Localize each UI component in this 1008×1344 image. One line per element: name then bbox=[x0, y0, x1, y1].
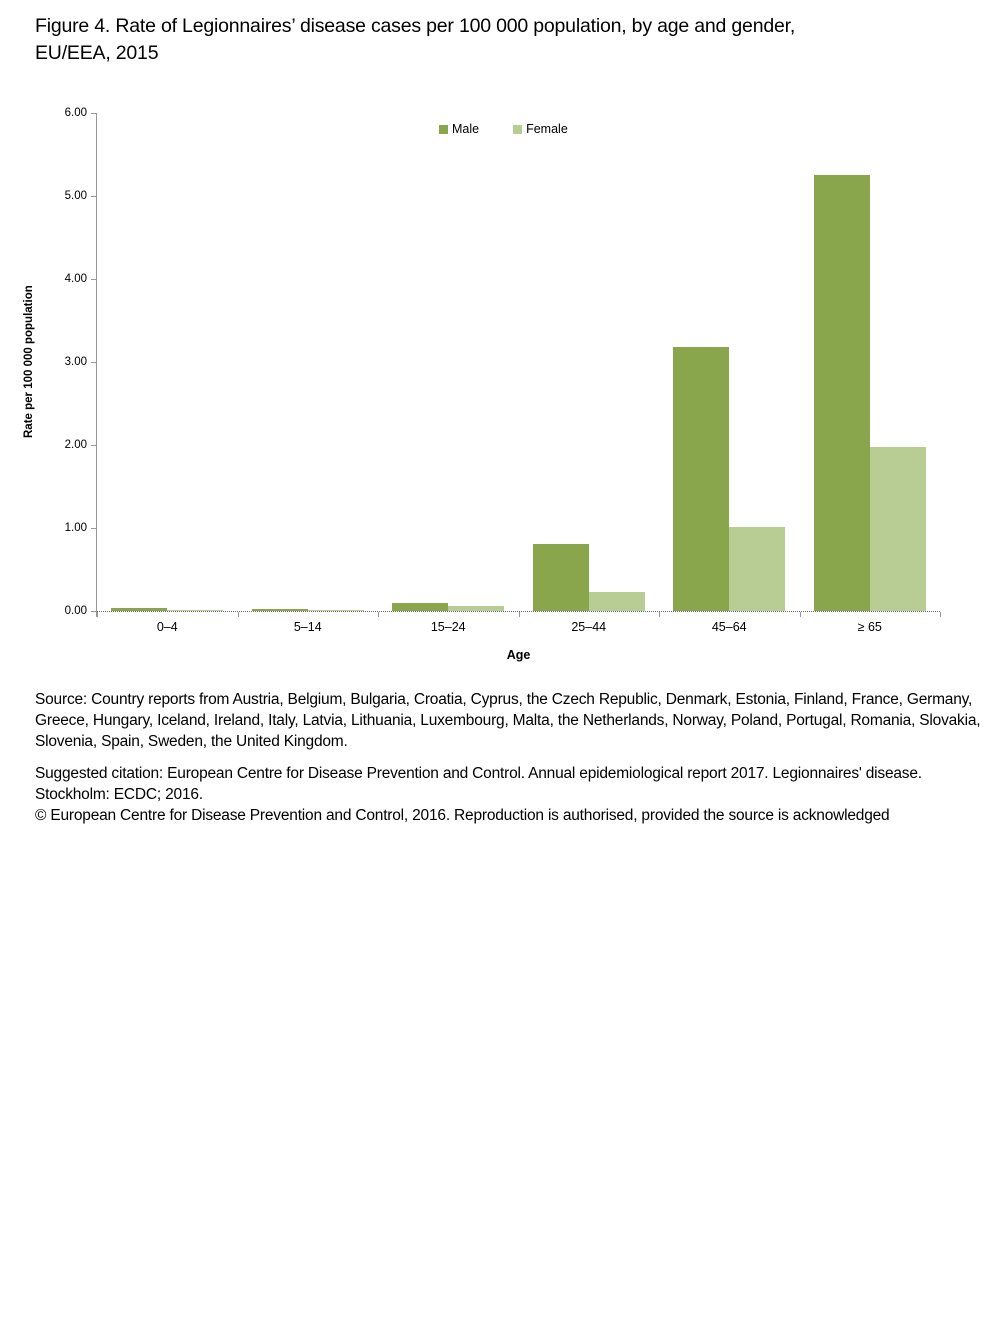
bar-female-15–24 bbox=[448, 606, 504, 611]
y-tick-label-5.00: 5.00 bbox=[64, 190, 87, 202]
citation-block bbox=[35, 763, 983, 826]
suggested-citation-text: Suggested citation: European Centre for Disease Prevention and Control. Annual epidemiological report 2017. Legionnaires' disease. Stockholm: ECDC; 2016. bbox=[35, 765, 922, 803]
x-category-label-0–4: 0–4 bbox=[156, 620, 178, 634]
y-tick-mark-5.00 bbox=[91, 196, 96, 197]
y-tick-label-0.00: 0.00 bbox=[64, 605, 87, 617]
x-tick-mark-2 bbox=[378, 612, 379, 617]
bar-male-25–44 bbox=[533, 544, 589, 611]
copyright-text: © European Centre for Disease Prevention and Control, 2016. Reproduction is authorised, provided the source is acknowledged bbox=[35, 807, 890, 824]
bar-male-45–64 bbox=[673, 347, 729, 611]
bar-male-0–4 bbox=[111, 608, 167, 611]
y-tick-label-2.00: 2.00 bbox=[64, 439, 87, 451]
x-tick-mark-4 bbox=[659, 612, 660, 617]
bar-female-45–64 bbox=[729, 527, 785, 611]
x-category-label-45–64: 45–64 bbox=[711, 620, 747, 634]
y-tick-mark-6.00 bbox=[91, 113, 96, 114]
x-tick-mark-5 bbox=[800, 612, 801, 617]
y-tick-label-6.00: 6.00 bbox=[64, 107, 87, 119]
bar-female-0–4 bbox=[167, 610, 223, 611]
source-text: Source: Country reports from Austria, Belgium, Bulgaria, Croatia, Cyprus, the Czech Republic, Denmark, Estonia, Finland, France, Germany, Greece, Hungary, Iceland, Ireland, Italy, Latvia, Lithuania, Luxembourg, Malta, the Netherlands, Norway, Poland, Portugal, Romania, Slovakia, Slovenia, Spain, Sweden, the United Kingdom. bbox=[35, 691, 981, 750]
y-tick-mark-1.00 bbox=[91, 528, 96, 529]
y-tick-mark-2.00 bbox=[91, 445, 96, 446]
legend-label-male: Male bbox=[452, 122, 480, 136]
x-category-label-15–24: 15–24 bbox=[430, 620, 466, 634]
figure-title-line2: EU/EEA, 2015 bbox=[35, 42, 159, 64]
y-tick-mark-4.00 bbox=[91, 279, 96, 280]
bar-female-5–14 bbox=[308, 610, 364, 611]
y-axis-line bbox=[96, 113, 97, 617]
x-axis-title: Age bbox=[506, 648, 531, 662]
x-category-label-25–44: 25–44 bbox=[571, 620, 607, 634]
x-tick-mark-3 bbox=[519, 612, 520, 617]
bar-male-≥65 bbox=[814, 175, 870, 611]
x-tick-mark-6 bbox=[940, 612, 941, 617]
y-tick-label-3.00: 3.00 bbox=[64, 356, 87, 368]
y-axis-title: Rate per 100 000 population bbox=[23, 285, 35, 439]
bar-female-25–44 bbox=[589, 592, 645, 611]
x-category-label-5–14: 5–14 bbox=[293, 620, 322, 634]
y-tick-mark-0.00 bbox=[91, 611, 96, 612]
bar-female-≥65 bbox=[870, 447, 926, 611]
x-tick-mark-1 bbox=[238, 612, 239, 617]
y-tick-mark-3.00 bbox=[91, 362, 96, 363]
plot-area bbox=[64, 107, 940, 634]
x-tick-mark-0 bbox=[97, 612, 98, 617]
figure-title bbox=[35, 13, 935, 67]
legend-label-female: Female bbox=[526, 122, 568, 136]
x-category-label-≥65: ≥ 65 bbox=[857, 620, 882, 634]
bar-male-5–14 bbox=[252, 609, 308, 611]
y-tick-label-1.00: 1.00 bbox=[64, 522, 87, 534]
y-tick-label-4.00: 4.00 bbox=[64, 273, 87, 285]
bar-male-15–24 bbox=[392, 603, 448, 611]
figure-title-line1: Figure 4. Rate of Legionnaires’ disease cases per 100 000 population, by age and gender, bbox=[35, 15, 796, 37]
